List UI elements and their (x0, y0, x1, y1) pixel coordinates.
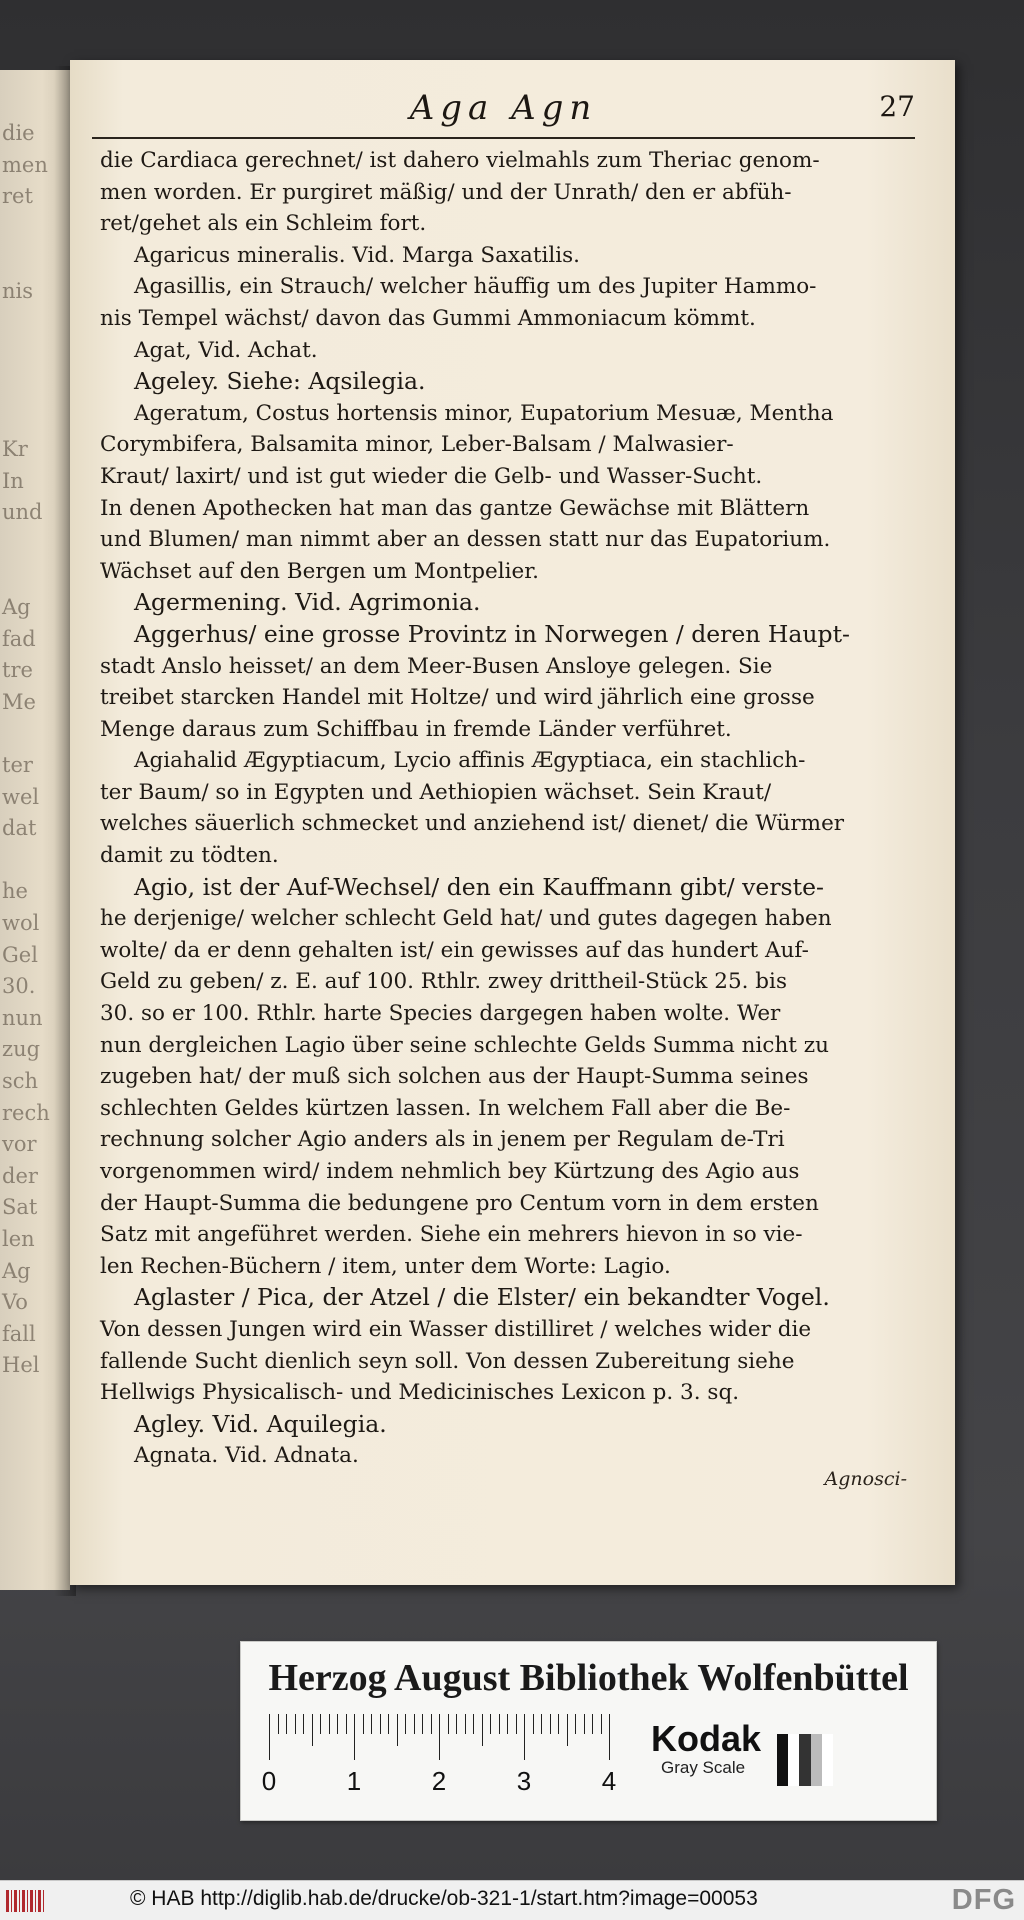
text-line: wolte/ da er denn gehalten ist/ ein gewisses auf das hundert Auf- (100, 937, 809, 963)
text-line: Menge daraus zum Schiffbau in fremde Länder verführet. (100, 716, 732, 742)
ruler-tick (388, 1714, 389, 1734)
ruler-tick (439, 1714, 440, 1760)
ruler-tick (499, 1714, 500, 1734)
color-target-card (240, 1641, 937, 1821)
ruler-tick (431, 1714, 432, 1734)
ruler-tick (329, 1714, 330, 1734)
text-line: nis Tempel wächst/ davon das Gummi Ammoniacum kömmt. (100, 305, 756, 331)
previous-page-fragment: Me (2, 689, 36, 714)
ruler-tick (516, 1714, 517, 1734)
ruler-tick (346, 1714, 347, 1734)
page-number: 27 (879, 90, 915, 123)
text-line: he derjenige/ welcher schlecht Geld hat/ und gutes dagegen haben (100, 906, 832, 932)
text-line: ter Baum/ so in Egypten und Aethiopien wächset. Sein Kraut/ (100, 779, 772, 805)
previous-page-fragment: Vo (2, 1290, 28, 1315)
ruler-number: 4 (601, 1766, 617, 1796)
previous-page-fragment: ret (2, 184, 33, 209)
dfg-logo: DFG (951, 1884, 1016, 1916)
previous-page-fragment: he (2, 879, 28, 904)
barcode-icon (6, 1890, 46, 1912)
ruler-tick (456, 1714, 457, 1734)
ruler-tick (414, 1714, 415, 1734)
previous-page-fragment: zug (2, 1037, 41, 1062)
previous-page-fragment: fall (2, 1321, 36, 1346)
running-head: Aga Agn (409, 88, 598, 128)
previous-page-fragment: vor (2, 1132, 37, 1157)
ruler-tick (601, 1714, 602, 1734)
text-line: und Blumen/ man nimmt aber an dessen statt nur das Eupatorium. (100, 527, 831, 553)
gray-scale-patch (777, 1734, 833, 1786)
ruler-tick (448, 1714, 449, 1734)
ruler-tick (473, 1714, 474, 1734)
ruler-tick (371, 1714, 372, 1734)
text-line: stadt Anslo heisset/ an dem Meer-Busen Ansloye gelegen. Sie (100, 653, 773, 679)
text-line: Agasillis, ein Strauch/ welcher häuffig um des Jupiter Hammo- (134, 274, 817, 300)
ruler-tick (380, 1714, 381, 1734)
ruler-tick (354, 1714, 355, 1760)
text-line: treibet starcken Handel mit Holtze/ und wird jährlich eine grosse (100, 685, 815, 711)
text-line: Corymbifera, Balsamita minor, Leber-Balsam / Malwasier- (100, 432, 734, 458)
text-line: damit zu tödten. (100, 843, 279, 869)
text-line: men worden. Er purgiret mäßig/ und der Unrath/ den er abfüh- (100, 179, 792, 205)
previous-page-fragment: Sat (2, 1195, 38, 1220)
text-line: Wächset auf den Bergen um Montpelier. (100, 558, 539, 584)
previous-page-fragment: men (2, 152, 48, 177)
ruler-tick (320, 1714, 321, 1734)
text-line: der Haupt-Summa die bedungene pro Centum vorn in dem ersten (100, 1190, 819, 1216)
previous-page-fragment: nun (2, 1005, 43, 1030)
book-page (70, 60, 955, 1585)
ruler-number: 1 (346, 1766, 362, 1796)
scale-ruler (261, 1714, 617, 1804)
ruler-tick (550, 1714, 551, 1734)
ruler-tick (609, 1714, 610, 1760)
ruler-tick (558, 1714, 559, 1734)
ruler-tick (482, 1714, 483, 1746)
ruler-tick (312, 1714, 313, 1746)
text-line: zugeben hat/ der muß sich solchen aus der Haupt-Summa seines (100, 1064, 809, 1090)
previous-page-fragment: ter (2, 753, 33, 777)
previous-page-fragment: nis (2, 279, 34, 303)
text-line: ret/gehet als ein Schleim fort. (100, 211, 427, 237)
text-line: len Rechen-Büchern / item, unter dem Worte: Lagio. (100, 1253, 671, 1279)
text-line: Agaricus mineralis. Vid. Marga Saxatilis. (134, 242, 581, 268)
previous-page-fragment: tre (2, 658, 33, 683)
ruler-tick (584, 1714, 585, 1734)
previous-page-fragment: wel (2, 784, 40, 809)
text-line: welches säuerlich schmecket und anziehend ist/ dienet/ die Würmer (100, 811, 845, 837)
text-line: die Cardiaca gerechnet/ ist dahero vielmahls zum Theriac genom- (100, 148, 820, 173)
ruler-tick (337, 1714, 338, 1734)
ruler-number: 3 (516, 1766, 532, 1796)
previous-page-fragment: sch (2, 1069, 39, 1093)
ruler-tick (575, 1714, 576, 1734)
ruler-tick (278, 1714, 279, 1734)
kodak-logo: Kodak (651, 1718, 762, 1759)
ruler-tick (533, 1714, 534, 1734)
text-line: nun dergleichen Lagio über seine schlechte Gelds Summa nicht zu (100, 1032, 829, 1058)
text-line: Agley. Vid. Aquilegia. (134, 1409, 387, 1438)
text-line: Agat, Vid. Achat. (134, 337, 318, 363)
text-line: Ageley. Siehe: Aqsilegia. (134, 367, 426, 396)
copyright-link[interactable]: © HAB http://diglib.hab.de/drucke/ob-321-1/start.htm?image=00053 (130, 1887, 758, 1910)
ruler-number: 2 (431, 1766, 447, 1796)
text-line: Satz mit angeführet werden. Siehe ein mehrers hievon in so vie- (100, 1222, 803, 1248)
text-line: Agio, ist der Auf-Wechsel/ den ein Kauffmann gibt/ verste- (134, 872, 824, 901)
previous-page-fragment: Ag (2, 1258, 31, 1283)
previous-page-fragment: Ag (2, 595, 31, 619)
ruler-tick (524, 1714, 525, 1760)
ruler-number: 0 (261, 1766, 277, 1796)
ruler-tick (567, 1714, 568, 1746)
text-line: Hellwigs Physicalisch- und Medicinisches Lexicon p. 3. sq. (100, 1380, 740, 1406)
text-line: vorgenommen wird/ indem nehmlich bey Kürtzung des Agio aus (100, 1159, 800, 1184)
ruler-tick (397, 1714, 398, 1746)
ruler-tick (507, 1714, 508, 1734)
text-line: 30. so er 100. Rthlr. harte Species dargegen haben wolte. Wer (100, 1001, 781, 1027)
text-line: Aglaster / Pica, der Atzel / die Elster/ ein bekandter Vogel. (134, 1283, 830, 1312)
previous-page-fragment: 30. (2, 974, 36, 999)
previous-page-fragment: fad (2, 626, 36, 651)
previous-page-fragment: wol (2, 911, 40, 935)
text-line: schlechten Geldes kürtzen lassen. In welchem Fall aber die Be- (100, 1095, 791, 1121)
previous-page-fragment: rech (2, 1100, 50, 1125)
previous-page-fragment: In (2, 468, 24, 493)
text-line: Kraut/ laxirt/ und ist gut wieder die Gelb- und Wasser-Sucht. (100, 463, 763, 489)
ruler-tick (422, 1714, 423, 1734)
ruler-tick (592, 1714, 593, 1734)
text-line: Aggerhus/ eine grosse Provintz in Norwegen / deren Haupt- (134, 619, 850, 648)
text-line: Agnata. Vid. Adnata. (134, 1443, 359, 1469)
text-line: Geld zu geben/ z. E. auf 100. Rthlr. zwey drittheil-Stück 25. bis (100, 969, 787, 995)
previous-page-fragment: Hel (2, 1353, 40, 1378)
header-rule (92, 137, 915, 139)
ruler-tick (286, 1714, 287, 1734)
ruler-tick (303, 1714, 304, 1734)
previous-page-fragment: der (2, 1163, 38, 1188)
text-line: Von dessen Jungen wird ein Wasser distilliret / welches wider die (100, 1316, 812, 1342)
page-header (92, 88, 915, 136)
text-line: In denen Apothecken hat man das gantze Gewächse mit Blättern (100, 495, 810, 521)
ruler-tick (465, 1714, 466, 1734)
footer-bar (0, 1880, 1024, 1920)
text-line: rechnung solcher Agio anders als in jenem per Regulam de-Tri (100, 1127, 785, 1153)
catchword: Agnosci- (824, 1468, 907, 1490)
gray-scale-label: Gray Scale (661, 1758, 746, 1777)
previous-page-fragment: len (2, 1227, 35, 1251)
previous-page-fragment: und (2, 500, 43, 525)
text-line: Agermening. Vid. Agrimonia. (134, 588, 481, 617)
ruler-tick (405, 1714, 406, 1734)
text-line: Ageratum, Costus hortensis minor, Eupatorium Mesuæ, Mentha (134, 400, 834, 426)
previous-page-fragment: Kr (2, 437, 28, 461)
ruler-tick (269, 1714, 270, 1760)
ruler-tick (363, 1714, 364, 1734)
previous-page-fragment: dat (2, 816, 37, 841)
text-line: Agiahalid Ægyptiacum, Lycio affinis Ægyptiaca, ein stachlich- (134, 748, 806, 774)
text-line: fallende Sucht dienlich seyn soll. Von dessen Zubereitung siehe (100, 1348, 795, 1374)
ruler-tick (490, 1714, 491, 1734)
previous-page-fragment: die (2, 121, 35, 145)
library-name: Herzog August Bibliothek Wolfenbüttel (268, 1657, 909, 1699)
previous-page-fragment: Gel (2, 942, 38, 967)
ruler-tick (541, 1714, 542, 1734)
ruler-tick (295, 1714, 296, 1734)
text-block (100, 145, 920, 1472)
